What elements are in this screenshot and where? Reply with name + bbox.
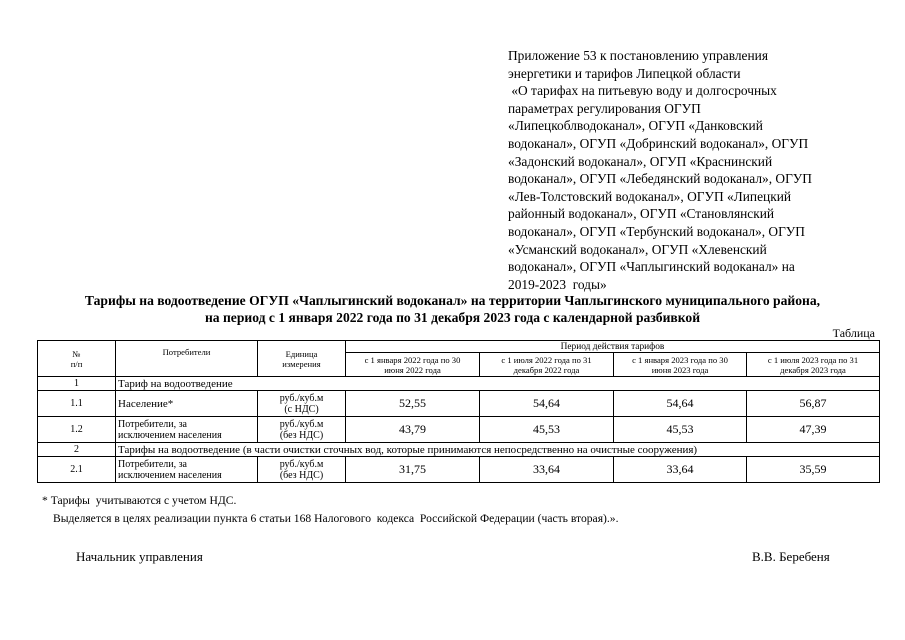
row-value: 45,53 bbox=[480, 417, 614, 443]
table-row bbox=[38, 457, 880, 483]
row-value: 33,64 bbox=[614, 457, 747, 483]
header-period: Период действия тарифов bbox=[346, 341, 880, 353]
signature-position: Начальник управления bbox=[76, 549, 203, 564]
row-value: 45,53 bbox=[614, 417, 747, 443]
appendix-line: водоканал», ОГУП «Добринский водоканал», ОГУП bbox=[508, 135, 809, 151]
header-period-1: с 1 января 2022 года по 30 июня 2022 года bbox=[346, 353, 480, 377]
row-value: 33,64 bbox=[480, 457, 614, 483]
row-unit: руб./куб.м (с НДС) bbox=[258, 391, 346, 417]
appendix-line: водоканал», ОГУП «Тербунский водоканал», ОГУП bbox=[508, 223, 805, 239]
appendix-line: параметрах регулирования ОГУП bbox=[508, 100, 701, 116]
title-line-1: Тарифы на водоотведение ОГУП «Чаплыгинский водоканал» на территории Чаплыгинского муниципального района, bbox=[84, 293, 821, 308]
section-row bbox=[38, 443, 880, 457]
appendix-line: энергетики и тарифов Липецкой области bbox=[508, 65, 741, 81]
row-value: 31,75 bbox=[346, 457, 480, 483]
section-row bbox=[38, 377, 880, 391]
appendix-line: «Липецкоблводоканал», ОГУП «Данковский bbox=[508, 118, 763, 134]
appendix-line: «О тарифах на питьевую воду и долгосрочных bbox=[508, 83, 777, 99]
row-consumer: Потребители, за исключением населения bbox=[116, 417, 258, 443]
header-unit: Единица измерения bbox=[258, 341, 346, 377]
tax-note: Выделяется в целях реализации пункта 6 статьи 168 Налогового кодекса Российской Федерации (часть вторая).». bbox=[53, 512, 619, 525]
row-value: 43,79 bbox=[346, 417, 480, 443]
header-consumers: Потребители bbox=[116, 341, 258, 377]
row-value: 54,64 bbox=[480, 391, 614, 417]
appendix-line: «Задонский водоканал», ОГУП «Краснинский bbox=[508, 153, 773, 169]
header-period-4: с 1 июля 2023 года по 31 декабря 2023 года bbox=[747, 353, 880, 377]
row-num: 1.2 bbox=[38, 417, 116, 443]
row-value: 47,39 bbox=[747, 417, 880, 443]
document-title bbox=[0, 292, 905, 326]
footnote: * Тарифы учитываются с учетом НДС. bbox=[42, 494, 237, 507]
header-period-2: с 1 июля 2022 года по 31 декабря 2022 года bbox=[480, 353, 614, 377]
row-num: 2.1 bbox=[38, 457, 116, 483]
row-value: 52,55 bbox=[346, 391, 480, 417]
header-num: № п/п bbox=[38, 341, 116, 377]
table-row bbox=[38, 391, 880, 417]
row-consumer: Потребители, за исключением населения bbox=[116, 457, 258, 483]
row-value: 35,59 bbox=[747, 457, 880, 483]
table-label: Таблица bbox=[832, 326, 875, 340]
tariff-table bbox=[37, 340, 880, 483]
row-consumer: Население* bbox=[116, 391, 258, 417]
appendix-line: водоканал», ОГУП «Лебедянский водоканал», ОГУП bbox=[508, 171, 812, 187]
row-value: 56,87 bbox=[747, 391, 880, 417]
row-unit: руб./куб.м (без НДС) bbox=[258, 457, 346, 483]
appendix-line: Приложение 53 к постановлению управления bbox=[508, 48, 768, 63]
appendix-line: водоканал», ОГУП «Чаплыгинский водоканал» на bbox=[508, 259, 795, 275]
appendix-line: районный водоканал», ОГУП «Становлянский bbox=[508, 206, 775, 222]
title-line-2: на период с 1 января 2022 года по 31 декабря 2023 года с календарной разбивкой bbox=[204, 310, 701, 325]
section-num: 1 bbox=[38, 377, 116, 391]
header-period-3: с 1 января 2023 года по 30 июня 2023 года bbox=[614, 353, 747, 377]
appendix-header bbox=[508, 47, 868, 293]
appendix-line: «Лев-Толстовский водоканал», ОГУП «Липецкий bbox=[508, 188, 792, 204]
appendix-line: «Усманский водоканал», ОГУП «Хлевенский bbox=[508, 241, 767, 257]
row-unit: руб./куб.м (без НДС) bbox=[258, 417, 346, 443]
section-num: 2 bbox=[38, 443, 116, 457]
signature-name: В.В. Беребеня bbox=[752, 549, 830, 564]
section-title: Тариф на водоотведение bbox=[116, 377, 880, 391]
section-title: Тарифы на водоотведение (в части очистки сточных вод, которые принимаются непосредственно на очистные сооружения) bbox=[116, 443, 880, 457]
row-num: 1.1 bbox=[38, 391, 116, 417]
row-value: 54,64 bbox=[614, 391, 747, 417]
appendix-line: 2019-2023 годы» bbox=[508, 276, 607, 292]
table-row bbox=[38, 417, 880, 443]
